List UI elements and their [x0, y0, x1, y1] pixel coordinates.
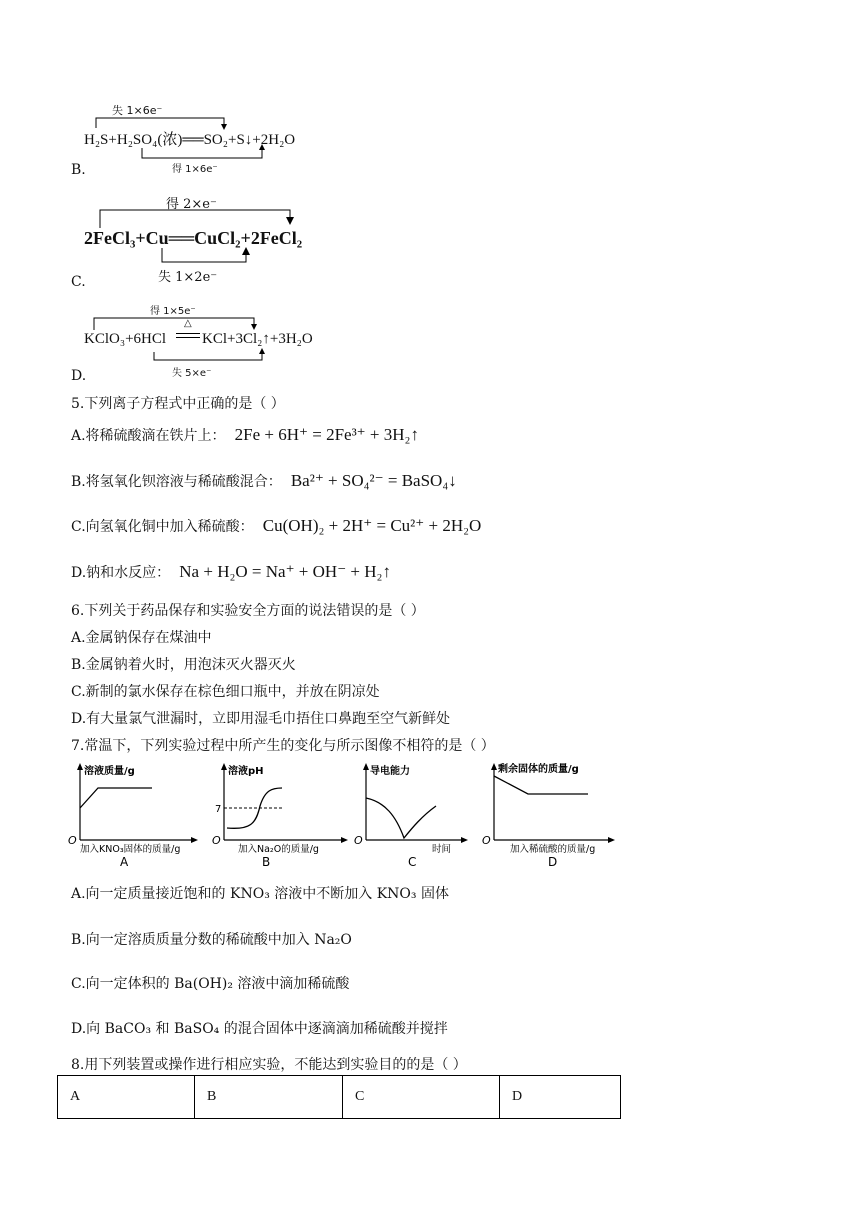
q7-option-a: A.向一定质量接近饱和的 KNO₃ 溶液中不断加入 KNO₃ 固体 — [71, 886, 449, 902]
graph-b-origin: O — [212, 834, 221, 847]
graph-c-origin: O — [354, 834, 363, 847]
d-bottom-note: 失 5×e⁻ — [172, 368, 212, 379]
b-letter: B. — [71, 162, 86, 178]
q7-option-d: D.向 BaCO₃ 和 BaSO₄ 的混合固体中逐滴滴加稀硫酸并搅拌 — [71, 1021, 448, 1037]
q8-col-d: D — [500, 1076, 621, 1119]
graph-d — [482, 762, 615, 868]
q6-option-b: B.金属钠着火时，用泡沫灭火器灭火 — [71, 657, 296, 673]
q6-option-a: A.金属钠保存在煤油中 — [71, 630, 212, 646]
q5-option-b: B.将氢氧化钡溶液与稀硫酸混合： Ba²⁺ + SO₄²⁻ = BaSO₄↓ — [71, 471, 457, 490]
q8-options-table — [57, 1075, 621, 1119]
graph-c-ylabel: 导电能力 — [370, 766, 410, 777]
graph-b-xlabel: 加入Na₂O的质量/g — [238, 844, 319, 855]
graph-c-curve — [366, 798, 436, 838]
q8-col-a: A — [58, 1076, 195, 1119]
graph-c-xlabel: 时间 — [432, 844, 452, 855]
c-letter: C. — [71, 274, 86, 290]
graph-a-origin: O — [68, 834, 77, 847]
graph-d-xlabel: 加入稀硫酸的质量/g — [510, 844, 596, 855]
d-letter: D. — [71, 368, 87, 384]
graph-b — [212, 763, 348, 868]
graph-b-ylabel: 溶液pH — [228, 766, 264, 777]
q5-stem: 5.下列离子方程式中正确的是（ ） — [71, 396, 285, 412]
q5-option-c: C.向氢氧化铜中加入稀硫酸： Cu(OH)₂ + 2H⁺ = Cu²⁺ + 2H₂O — [71, 516, 482, 535]
c-top-note: 得 2×e⁻ — [166, 197, 217, 212]
d-eq-delta: △ — [184, 318, 192, 329]
d-eq-equal-sign — [176, 333, 200, 338]
graph-a-xlabel: 加入KNO₃固体的质量/g — [80, 844, 181, 855]
d-eq-right: KCl+3Cl₂↑+3H₂O — [202, 331, 313, 347]
graph-c — [354, 763, 468, 868]
q5-option-d: D.钠和水反应： Na + H₂O = Na⁺ + OH⁻ + H₂↑ — [71, 562, 391, 581]
graph-d-caption: D — [548, 855, 558, 868]
graph-c-caption: C — [408, 855, 417, 868]
b-top-note: 失 1×6e⁻ — [112, 104, 163, 117]
graph-b-caption: B — [262, 855, 271, 868]
graph-b-tick-7: 7 — [215, 804, 222, 815]
d-eq-left: KClO₃+6HCl — [84, 331, 167, 347]
graph-a-caption: A — [120, 855, 129, 868]
d-top-note: 得 1×5e⁻ — [150, 306, 196, 317]
q5-option-a: A.将稀硫酸滴在铁片上： 2Fe + 6H⁺ = 2Fe³⁺ + 3H₂↑ — [71, 425, 419, 444]
q8-col-b: B — [195, 1076, 343, 1119]
c-equation: 2FeCl₃+Cu══CuCl₂+2FeCl₂ — [84, 228, 303, 248]
q8-col-c: C — [343, 1076, 500, 1119]
graph-a-ylabel: 溶液质量/g — [84, 766, 135, 777]
q6-option-c: C.新制的氯水保存在棕色细口瓶中，并放在阴凉处 — [71, 684, 380, 700]
q6-stem: 6.下列关于药品保存和实验安全方面的说法错误的是（ ） — [71, 603, 425, 619]
q6-option-d: D.有大量氯气泄漏时，立即用湿毛巾捂住口鼻跑至空气新鲜处 — [71, 711, 451, 727]
c-bottom-note: 失 1×2e⁻ — [158, 270, 218, 285]
q8-stem: 8.用下列装置或操作进行相应实验，不能达到实验目的的是（ ） — [71, 1057, 467, 1073]
q7-option-b: B.向一定溶质质量分数的稀硫酸中加入 Na₂O — [71, 932, 352, 948]
graph-d-curve — [494, 776, 588, 794]
graph-a-curve — [80, 788, 152, 808]
graph-d-ylabel: 剩余固体的质量/g — [498, 764, 579, 775]
graph-d-origin: O — [482, 834, 491, 847]
q7-stem: 7.常温下，下列实验过程中所产生的变化与所示图像不相符的是（ ） — [71, 738, 495, 754]
graph-a — [68, 763, 198, 868]
q7-graphs — [60, 758, 630, 868]
q7-option-c: C.向一定体积的 Ba(OH)₂ 溶液中滴加稀硫酸 — [71, 976, 350, 992]
b-bottom-note: 得 1×6e⁻ — [172, 164, 218, 175]
b-equation: H₂S+H₂SO₄(浓)══SO₂+S↓+2H₂O — [84, 132, 296, 148]
